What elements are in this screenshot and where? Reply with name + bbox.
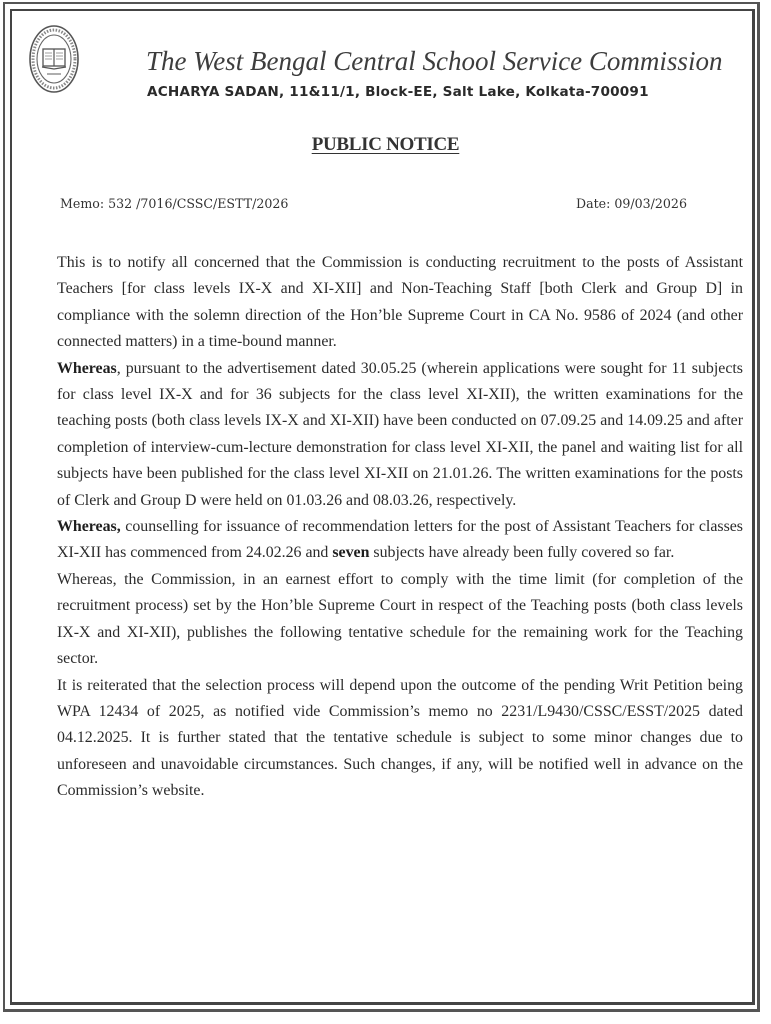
notice-date: Date: 09/03/2026 bbox=[576, 196, 687, 211]
notice-body bbox=[57, 250, 743, 805]
paragraph-intro: This is to notify all concerned that the Commission is conducting recruitment to the posts of Assistant Teachers [for class levels IX-X and XI-XII] and Non-Teaching Staff [both Clerk and Group D] in compliance with the solemn direction of the Hon’ble Supreme Court in CA No. 9586 of 2024 (and other connected matters) in a time-bound manner. bbox=[57, 254, 743, 351]
commission-address: ACHARYA SADAN, 11&11/1, Block-EE, Salt Lake, Kolkata-700091 bbox=[147, 84, 649, 100]
paragraph-whereas-advertisement: Whereas, pursuant to the advertisement dated 30.05.25 (wherein applications were sought for 11 subjects for class level IX-X and for 36 subjects for the class level XI-XII), the written examinations for the teaching posts (both class levels IX-X and XI-XII) have been conducted on 07.09.25 and 14.09.25 and after completion of interview-cum-lecture demonstration for class level XI-XII, the panel and waiting list for all subjects have been published for the class level XI-XII on 21.01.26. The written examinations for the posts of Clerk and Group D were held on 01.03.26 and 08.03.26, respectively. bbox=[57, 359, 743, 509]
paragraph-whereas-schedule: Whereas, the Commission, in an earnest effort to comply with the time limit (for completion of the recruitment process) set by the Hon’ble Supreme Court in respect of the Teaching posts (both class levels IX-X and XI-XII), publishes the following tentative schedule for the remaining work for the Teaching sector. bbox=[57, 570, 743, 668]
whereas-lead: Whereas bbox=[57, 359, 117, 377]
notice-heading-text: PUBLIC NOTICE bbox=[311, 134, 460, 155]
notice-heading bbox=[0, 134, 771, 156]
paragraph-whereas-counselling: Whereas, counselling for issuance of recommendation letters for the post of Assistant Teachers for classes XI-XII has commenced from 24.02.26 and seven subjects have already been fully covered so far. bbox=[57, 518, 743, 562]
whereas-lead: Whereas, bbox=[57, 518, 121, 536]
commission-title: The West Bengal Central School Service Commission bbox=[146, 46, 723, 76]
emphasis-seven: seven bbox=[332, 544, 370, 562]
paragraph-reiteration: It is reiterated that the selection process will depend upon the outcome of the pending Writ Petition being WPA 12434 of 2025, as notified vide Commission’s memo no 2231/L9430/CSSC/ESST/2025 dated 04.12.2025. It is further stated that the tentative schedule is subject to some minor changes due to unforeseen and unavoidable circumstances. Such changes, if any, will be notified well in advance on the Commission’s website. bbox=[57, 676, 743, 800]
commission-seal-icon bbox=[28, 24, 80, 94]
memo-number: Memo: 532 /7016/CSSC/ESTT/2026 bbox=[60, 196, 289, 211]
